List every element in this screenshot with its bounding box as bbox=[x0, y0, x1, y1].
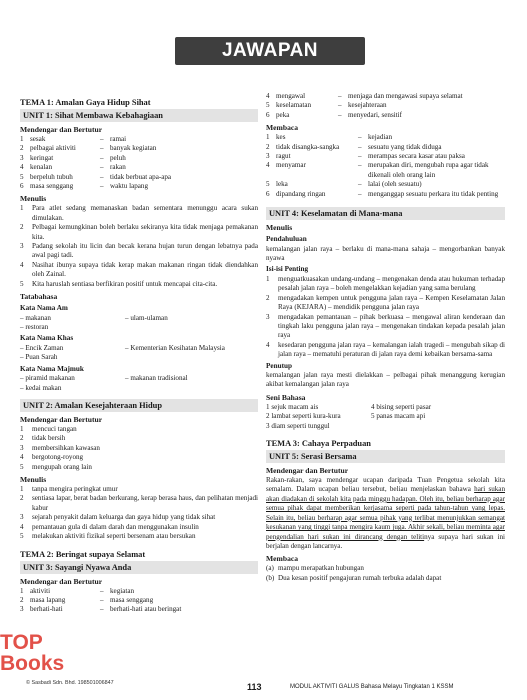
item-number: 3 bbox=[20, 242, 24, 251]
list-item bbox=[20, 605, 258, 614]
item-value: peluh bbox=[110, 153, 126, 162]
watermark-text: Books bbox=[0, 652, 65, 675]
unit-4-heading: UNIT 4: Keselamatan di Mana-mana bbox=[266, 207, 505, 220]
pendahuluan-text: kemalangan jalan raya – berlaku di mana-mana sahaja – mengorbankan banyak nyawa bbox=[266, 244, 505, 262]
tema-2-heading: TEMA 2: Beringat supaya Selamat bbox=[20, 549, 146, 559]
item-left: – piramid makanan bbox=[20, 374, 75, 383]
list-item bbox=[266, 275, 505, 294]
watermark-text: TOP bbox=[0, 631, 43, 654]
item-dash: – bbox=[338, 110, 342, 119]
list-item bbox=[20, 154, 258, 163]
item-value: bergotong-royong bbox=[32, 453, 84, 462]
mb1-list bbox=[20, 135, 258, 191]
subsection-heading: Pendahuluan bbox=[266, 235, 307, 244]
knk-list bbox=[20, 344, 258, 363]
section-heading: Mendengar dan Bertutur bbox=[266, 466, 349, 476]
item-number: (a) bbox=[266, 564, 274, 573]
list-item bbox=[20, 434, 258, 443]
item-left: – Encik Zaman bbox=[20, 343, 64, 352]
list-item bbox=[20, 163, 258, 172]
item-value: banyak kegiatan bbox=[110, 144, 157, 153]
item-number: 2 bbox=[20, 144, 24, 153]
item-dash: – bbox=[100, 153, 104, 162]
list-item bbox=[266, 133, 505, 142]
item-value: tidak bersih bbox=[32, 434, 66, 443]
list-item bbox=[20, 532, 258, 541]
item-dash: – bbox=[358, 180, 362, 189]
mb3-list bbox=[20, 587, 258, 615]
item-number: 4 bbox=[20, 522, 24, 531]
item-value: Kita haruslah sentiasa berfikiran positif untuk mencapai cita-cita. bbox=[32, 279, 218, 288]
knm-list bbox=[20, 374, 258, 393]
item-number: 4 bbox=[20, 453, 24, 462]
watermark-logo bbox=[0, 632, 80, 676]
item-dash: – bbox=[358, 189, 362, 198]
membaca-list bbox=[266, 133, 505, 199]
item-number: 3 bbox=[20, 153, 24, 162]
item-number: 4 bbox=[266, 161, 270, 170]
item-number: 6 bbox=[20, 182, 24, 191]
section-heading: Tatabahasa bbox=[20, 292, 58, 302]
item-value: menjaga dan mengawasi supaya selamat bbox=[348, 92, 463, 100]
item-value: menguatkuasakan undang-undang – mengenakan denda atau hukuman terhadap pesalah jalan raya – boleh mengelakkan kejadian yang sama berulang bbox=[278, 274, 505, 293]
menulis2-list bbox=[20, 485, 258, 541]
isi-list bbox=[266, 275, 505, 360]
item-term: ragut bbox=[276, 152, 291, 161]
tema-3-heading: TEMA 3: Cahaya Perpaduan bbox=[266, 439, 371, 449]
list-item bbox=[20, 223, 258, 242]
item-number: 5 bbox=[266, 180, 270, 189]
list-item bbox=[20, 384, 258, 393]
item-dash: – bbox=[358, 152, 362, 161]
item-number: 1 bbox=[20, 425, 24, 434]
item-number: 4 bbox=[266, 340, 270, 349]
list-item bbox=[20, 280, 258, 289]
item-term: kenalan bbox=[30, 163, 53, 172]
item-value: kesedaran pengguna jalan raya – kemalangan ialah tragedi – mengubah sikap di jalan raya – mematuhi peraturan di jalan raya demi kebaikan bersama-sama bbox=[278, 340, 505, 359]
subsection-heading: Penutup bbox=[266, 361, 292, 370]
section-heading: Membaca bbox=[266, 123, 299, 133]
page-header bbox=[175, 37, 365, 65]
item-value: melakukan aktiviti fizikal seperti bersenam atau bersukan bbox=[32, 532, 196, 541]
item-value: kesejahteraan bbox=[348, 101, 387, 110]
item-value: kejadian bbox=[368, 133, 393, 142]
item-dash: – bbox=[100, 182, 104, 191]
item-number: 1 bbox=[266, 133, 270, 142]
item-value: mengadakan kempen untuk pengguna jalan raya – Kempen Keselamatan Jalan Raya (KEJARA) – mendidik pengguna jalan raya bbox=[278, 293, 505, 312]
item-value: waktu lapang bbox=[110, 182, 149, 191]
item-value: lalai (oleh sesuatu) bbox=[368, 180, 422, 189]
footer-text: MODUL AKTIVITI GALUS Bahasa Melayu Tingkatan 1 KSSM bbox=[290, 684, 454, 690]
item-term: berpeluh tubuh bbox=[30, 172, 73, 181]
section-heading: Seni Bahasa bbox=[266, 392, 306, 402]
subsection-heading: Kata Nama Khas bbox=[20, 334, 74, 343]
item-term: keringat bbox=[30, 153, 54, 162]
item-value: kegiatan bbox=[110, 586, 135, 595]
item-dash: – bbox=[358, 142, 362, 151]
section-heading: Membaca bbox=[266, 554, 299, 564]
subsection-heading: Isi-isi Penting bbox=[266, 265, 309, 274]
item-term: sesak bbox=[30, 135, 46, 143]
item-value: Dua kesan positif pengajuran rumah terbuka adalah dapat bbox=[278, 573, 442, 582]
list-item bbox=[20, 596, 258, 605]
item-term: leka bbox=[276, 180, 288, 189]
item-number: 2 bbox=[20, 434, 24, 443]
item-left: – makanan bbox=[20, 313, 51, 322]
list-item bbox=[266, 92, 505, 101]
list-item bbox=[266, 564, 505, 573]
list-item bbox=[266, 152, 505, 161]
menulis1-list bbox=[20, 204, 258, 289]
item-number: 2 bbox=[20, 494, 24, 503]
unit-1-heading: UNIT 1: Sihat Membawa Kebahagiaan bbox=[20, 109, 258, 122]
section-heading: Menulis bbox=[20, 194, 47, 204]
list-item bbox=[20, 144, 258, 153]
item-number: 1 bbox=[20, 586, 24, 595]
item-number: 5 bbox=[20, 462, 24, 471]
item-number: 2 bbox=[20, 595, 24, 604]
list-item bbox=[20, 374, 258, 383]
section-heading: Mendengar dan Bertutur bbox=[20, 415, 103, 425]
item-dash: – bbox=[100, 135, 104, 143]
item-dash: – bbox=[100, 605, 104, 614]
mb5-paragraph bbox=[266, 476, 505, 551]
item-value: sejarah penyakit dalam keluarga dan gaya hidup yang tidak sihat bbox=[32, 513, 216, 522]
list-item bbox=[266, 180, 505, 189]
mb5-text: Rakan-rakan, saya mendengar ucapan daripada Tuan Pengetua sekolah kita semalam. Dalam ucapan beliau tersebut, beliau menjelaskan bahawa bbox=[266, 476, 505, 494]
item-number: 3 bbox=[20, 605, 24, 614]
item-number: 1 bbox=[20, 135, 24, 143]
item-number: 5 bbox=[20, 279, 24, 288]
item-number: 3 bbox=[266, 312, 270, 321]
item-left: – kedai makan bbox=[20, 383, 62, 392]
membaca5-list bbox=[266, 564, 505, 583]
item-value: tidak berbuat apa-apa bbox=[110, 172, 172, 181]
item-value: merupakan diri, mengubah rupa agar tidak dikenali oleh orang lain bbox=[368, 161, 489, 179]
item-dash: – bbox=[100, 172, 104, 181]
section-heading: Mendengar dan Bertutur bbox=[20, 576, 103, 586]
item-term: peka bbox=[276, 110, 290, 119]
mb5-text-end: nya supaya hari sukan ini berjalan dengan lancarnya. bbox=[266, 532, 505, 550]
list-item bbox=[20, 182, 258, 191]
item-number: 1 bbox=[266, 274, 270, 283]
item-right: 4 bising seperti pasar bbox=[371, 402, 432, 411]
item-number: 2 bbox=[20, 223, 24, 232]
tema-1-heading: TEMA 1: Amalan Gaya Hidup Sihat bbox=[20, 98, 151, 107]
header-title: JAWAPAN bbox=[221, 40, 319, 61]
item-right: – makanan tradisional bbox=[125, 374, 188, 383]
list-item bbox=[20, 353, 258, 362]
item-number: 6 bbox=[266, 110, 270, 119]
item-term: kes bbox=[276, 133, 286, 142]
page-number: 113 bbox=[247, 682, 262, 692]
item-left: – restoran bbox=[20, 323, 49, 331]
item-value: menyedari, sensitif bbox=[348, 110, 402, 119]
list-item bbox=[266, 313, 505, 341]
item-term: menyamar bbox=[276, 161, 306, 170]
list-item bbox=[266, 341, 505, 360]
item-dash: – bbox=[100, 595, 104, 604]
item-left: – Puan Sarah bbox=[20, 353, 58, 362]
item-term: tidak disangka-sangka bbox=[276, 142, 340, 151]
list-item bbox=[266, 412, 505, 421]
list-item bbox=[20, 587, 258, 596]
item-term: aktiviti bbox=[30, 586, 51, 595]
penutup-text: kemalangan jalan raya mesti dielakkan – pelbagai pihak menanggung kerugian akibat kemalangan jalan raya bbox=[266, 371, 505, 389]
item-value: Para atlet sedang memanaskan badan sementara menunggu acara sukan dimulakan. bbox=[32, 204, 258, 222]
item-value: tanpa mengira peringkat umur bbox=[32, 485, 118, 494]
item-term: keselamatan bbox=[276, 101, 312, 110]
item-value: sesuatu yang tidak diduga bbox=[368, 142, 442, 151]
item-term: dipandang ringan bbox=[276, 189, 326, 198]
item-right: – Kementerian Kesihatan Malaysia bbox=[125, 343, 225, 352]
section-heading: Menulis bbox=[20, 475, 47, 485]
item-number: 5 bbox=[20, 532, 24, 541]
list-item bbox=[20, 494, 258, 513]
list-item bbox=[20, 242, 258, 261]
item-number: 5 bbox=[266, 101, 270, 110]
subsection-heading: Kata Nama Am bbox=[20, 304, 68, 313]
subsection-heading: Kata Nama Majmuk bbox=[20, 364, 84, 373]
item-number: 2 bbox=[266, 293, 270, 302]
item-value: membersihkan kawasan bbox=[32, 443, 100, 452]
item-value: Padang sekolah itu licin dan becak kerana hujan turun dengan lebatnya pada awal pagi tadi. bbox=[32, 242, 258, 260]
item-right: 5 panas macam api bbox=[371, 412, 426, 421]
item-term: mengawal bbox=[276, 92, 306, 100]
item-number: 1 bbox=[20, 485, 24, 494]
list-item bbox=[266, 422, 505, 431]
item-value: mampu merapatkan hubungan bbox=[278, 564, 364, 573]
item-value: pemantauan gula di dalam darah dan menggunakan insulin bbox=[32, 522, 199, 531]
page-footer bbox=[0, 680, 527, 700]
list-item bbox=[266, 403, 505, 412]
item-number: 6 bbox=[266, 189, 270, 198]
list-item bbox=[266, 111, 505, 120]
list-item bbox=[20, 135, 258, 144]
item-value: ramai bbox=[110, 135, 127, 143]
section-heading: Menulis bbox=[266, 223, 293, 233]
list-item bbox=[20, 485, 258, 494]
list-item bbox=[20, 344, 258, 353]
item-value: merampas secara kasar atau paksa bbox=[368, 152, 465, 161]
list-item bbox=[266, 574, 505, 583]
item-value: mengadakan pemantauan – pihak berkuasa – mengawal aliran kenderaan dan tingkah laku pengguna jalan raya – mengenakan tindakan kepada pesalah jalan raya bbox=[278, 312, 505, 340]
item-value: sentiasa lapar, berat badan berkurang, kerap berasa haus, dan pelihatan menjadi kabur bbox=[32, 494, 258, 512]
list-item bbox=[266, 143, 505, 152]
item-value: Nasihat ibunya supaya tidak kerap makan makanan ringan tidak diendahkan oleh Zainal. bbox=[32, 260, 258, 279]
item-value: berhati-hati atau beringat bbox=[110, 605, 182, 614]
list-item bbox=[266, 294, 505, 313]
section-heading: Mendengar dan Bertutur bbox=[20, 125, 103, 134]
list-item bbox=[266, 101, 505, 110]
mb5-underlined-text: hari sukan akan diadakan di sekolah kita pada minggu hadapan. Oleh itu, beliau berharap agar semua pihak dapat memberikan kerjasama seperti pada tahun-tahun yang lepas. Selain itu, beliau berharap agar semua pihak yang terlibat menunjukkan semangat kesukanan yang tinggi tanpa mengira kaum juga. Akhir sekali, beliau meminta agar pengendalian hari sukan ini dirancang dengan teliti bbox=[266, 485, 505, 541]
item-value: rakan bbox=[110, 163, 126, 172]
seni-list bbox=[266, 403, 505, 431]
list-item bbox=[20, 425, 258, 434]
item-number: 3 bbox=[20, 513, 24, 522]
list-item bbox=[20, 444, 258, 453]
item-number: 3 bbox=[20, 443, 24, 452]
item-left: 3 diam seperti tunggul bbox=[266, 421, 330, 430]
item-term: pelbagai aktiviti bbox=[30, 144, 76, 153]
item-number: 2 bbox=[266, 142, 270, 151]
list-item bbox=[20, 453, 258, 462]
item-dash: – bbox=[358, 161, 362, 170]
list-item bbox=[20, 513, 258, 522]
item-value: mencuci tangan bbox=[32, 425, 77, 434]
list-item bbox=[266, 190, 505, 199]
unit-2-heading: UNIT 2: Amalan Kesejahteraan Hidup bbox=[20, 399, 258, 412]
item-number: 4 bbox=[20, 260, 24, 269]
list-item bbox=[20, 463, 258, 472]
item-left: 1 sejuk macam ais bbox=[266, 402, 319, 411]
item-value: masa senggang bbox=[110, 595, 154, 604]
kna-list bbox=[20, 314, 258, 333]
unit-5-heading: UNIT 5: Serasi Bersama bbox=[266, 450, 505, 463]
unit-3-heading: UNIT 3: Sayangi Nyawa Anda bbox=[20, 561, 258, 574]
item-number: 1 bbox=[20, 204, 24, 213]
item-number: 5 bbox=[20, 172, 24, 181]
item-term: berhati-hati bbox=[30, 605, 63, 614]
item-number: 4 bbox=[20, 163, 24, 172]
list-item bbox=[20, 261, 258, 280]
item-dash: – bbox=[338, 92, 342, 100]
right-column bbox=[266, 92, 505, 583]
item-number: (b) bbox=[266, 573, 275, 582]
list-item bbox=[20, 314, 258, 323]
list-item bbox=[20, 204, 258, 223]
item-dash: – bbox=[358, 133, 362, 142]
item-left: 2 lambat seperti kura-kura bbox=[266, 412, 341, 421]
item-dash: – bbox=[100, 163, 104, 172]
mb2-list bbox=[20, 425, 258, 472]
item-number: 3 bbox=[266, 152, 270, 161]
item-dash: – bbox=[100, 586, 104, 595]
left-column bbox=[20, 92, 258, 615]
list-item bbox=[266, 161, 505, 180]
list-item bbox=[20, 323, 258, 332]
item-value: mengupah orang lain bbox=[32, 462, 92, 471]
item-right: – ulam-ulaman bbox=[125, 313, 168, 322]
item-term: masa senggang bbox=[30, 182, 74, 191]
item-term: masa lapang bbox=[30, 595, 66, 604]
item-value: Pelbagai kemungkinan boleh berlaku sekiranya kita tidak menjaga pemakanan kita. bbox=[32, 223, 258, 241]
list-item bbox=[20, 173, 258, 182]
item-value: menganggap sesuatu perkara itu tidak penting bbox=[368, 189, 499, 198]
continued-list bbox=[266, 92, 505, 120]
item-dash: – bbox=[100, 144, 104, 153]
publisher-line: © Sasbadi Sdn. Bhd. 198501006847 bbox=[26, 680, 114, 686]
item-number: 4 bbox=[266, 92, 270, 100]
list-item bbox=[20, 523, 258, 532]
item-dash: – bbox=[338, 101, 342, 110]
